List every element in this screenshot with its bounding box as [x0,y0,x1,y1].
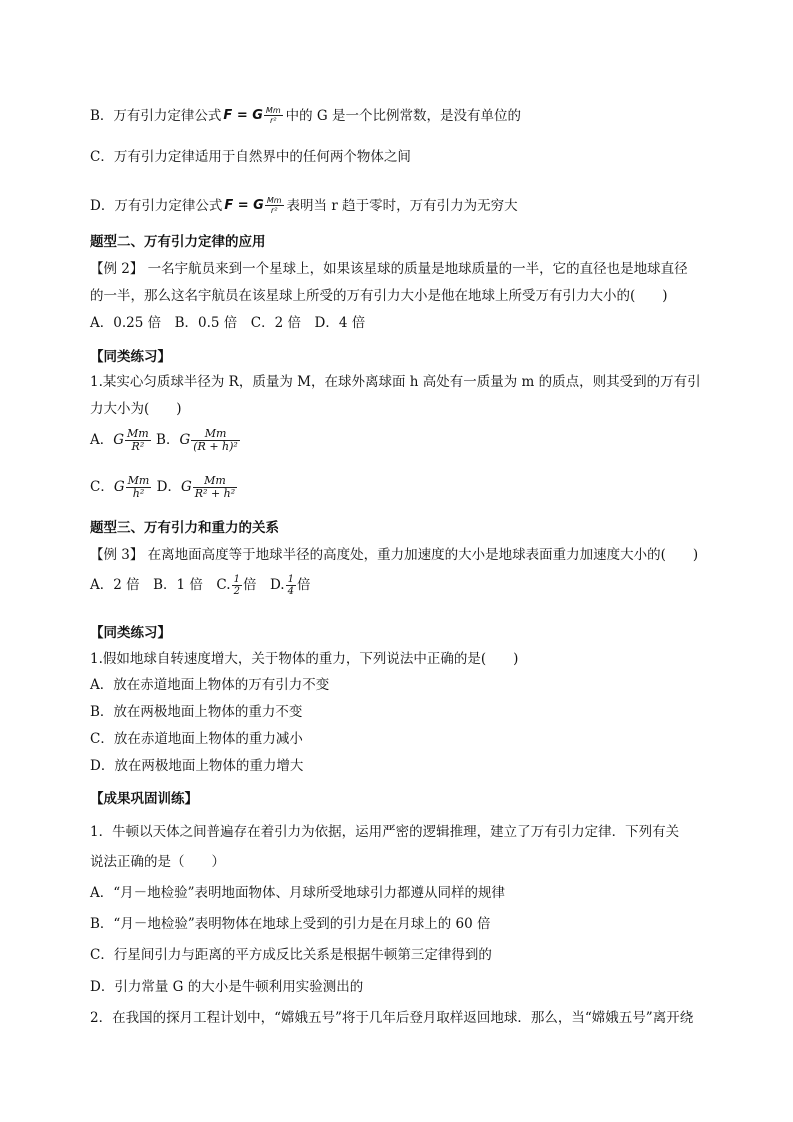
practice1-options-ab: A．G $\frac{Mm}{\text{R²}}$ B．G $\frac{Mm}{\text{(R + h)²}}$ [90,427,238,453]
example2-line2: 的一半，那么这名宇航员在该星球上所受的万有引力大小是他在地球上所受万有引力大小的( ) [90,288,668,304]
fraction-a: $\frac{Mm}{\text{R²}}$ [127,427,149,453]
example2-options: A．0.25 倍 B．0.5 倍 C．2 倍 D．4 倍 [90,315,366,331]
example3-options: A．2 倍 B．1 倍 C. $\frac{1}{2}$ 倍 D. $\frac{1}{4}$ 倍 [90,574,311,597]
consolidate-label: 【成果巩固训练】 [90,791,198,807]
option-b-prefix: B．万有引力定律公式 [90,108,222,124]
fraction-c: $\frac{Mm}{\text{h²}}$ [127,474,150,500]
q1-option-a: A．“月－地检验”表明地面物体、月球所受地球引力都遵从同样的规律 [90,885,506,901]
option-d-suffix: 表明当 r 趋于零时，万有引力为无穷大 [286,198,518,214]
practice2-option-d: D．放在两极地面上物体的重力增大 [90,758,304,774]
fraction-quarter: $\frac{1}{4}$ [287,574,294,597]
practice1-options-cd: C．G $\frac{Mm}{\text{h²}}$ D．G $\frac{Mm}{\text{R² + h²}}$ [90,474,236,500]
option-b-line [90,106,521,125]
gravitation-formula-d: F = G $\frac{Mm}{\text{r²}}$ [224,196,282,215]
q2-line1: 2．在我国的探月工程计划中，“嫦娥五号”将于几年后登月取样返回地球．那么，当“嫦娥五号”离开绕 [90,1010,694,1026]
practice1-line2: 力大小为( ) [90,401,182,417]
practice2-line1: 1.假如地球自转速度增大，关于物体的重力，下列说法中正确的是( ) [90,651,519,667]
fraction-b: $\frac{Mm}{\text{(R + h)²}}$ [193,427,238,453]
example3-line1: 【例 3】 在离地面高度等于地球半径的高度处，重力加速度的大小是地球表面重力加速度大小的( ) [90,547,699,563]
option-c-line: C．万有引力定律适用于自然界中的任何两个物体之间 [90,149,411,165]
section3-title: 题型三、万有引力和重力的关系 [90,520,279,536]
example2-line1: 【例 2】 一名宇航员来到一个星球上，如果该星球的质量是地球质量的一半，它的直径也是地球直径 [90,261,688,277]
option-b-suffix: 中的 G 是一个比例常数，是没有单位的 [285,108,521,124]
practice-label-1: 【同类练习】 [90,349,171,365]
option-d-prefix: D．万有引力定律公式 [90,198,223,214]
practice-label-2: 【同类练习】 [90,625,171,641]
q1-line1: 1．牛顿以天体之间普遍存在着引力为依据，运用严密的逻辑推理，建立了万有引力定律．下列有关 [90,824,680,840]
fraction-d: $\frac{Mm}{\text{R² + h²}}$ [194,474,236,500]
q1-option-c: C．行星间引力与距离的平方成反比关系是根据牛顿第三定律得到的 [90,947,492,963]
practice1-line1: 1.某实心匀质球半径为 R，质量为 M，在球外离球面 h 高处有一质量为 m 的质点，则其受到的万有引 [90,374,701,390]
q1-option-b: B．“月－地检验”表明物体在地球上受到的引力是在月球上的 60 倍 [90,916,491,932]
q1-line2: 说法正确的是（ ） [90,854,225,870]
option-d-line [90,196,518,215]
section2-title: 题型二、万有引力定律的应用 [90,234,266,250]
fraction-half: $\frac{1}{2}$ [233,574,240,597]
gravitation-formula: F = G $\frac{Mm}{\text{r²}}$ [223,106,281,125]
practice2-option-b: B．放在两极地面上物体的重力不变 [90,704,303,720]
practice2-option-c: C．放在赤道地面上物体的重力减小 [90,731,303,747]
q1-option-d: D．引力常量 G 的大小是牛顿利用实验测出的 [90,979,364,995]
practice2-option-a: A．放在赤道地面上物体的万有引力不变 [90,677,330,693]
